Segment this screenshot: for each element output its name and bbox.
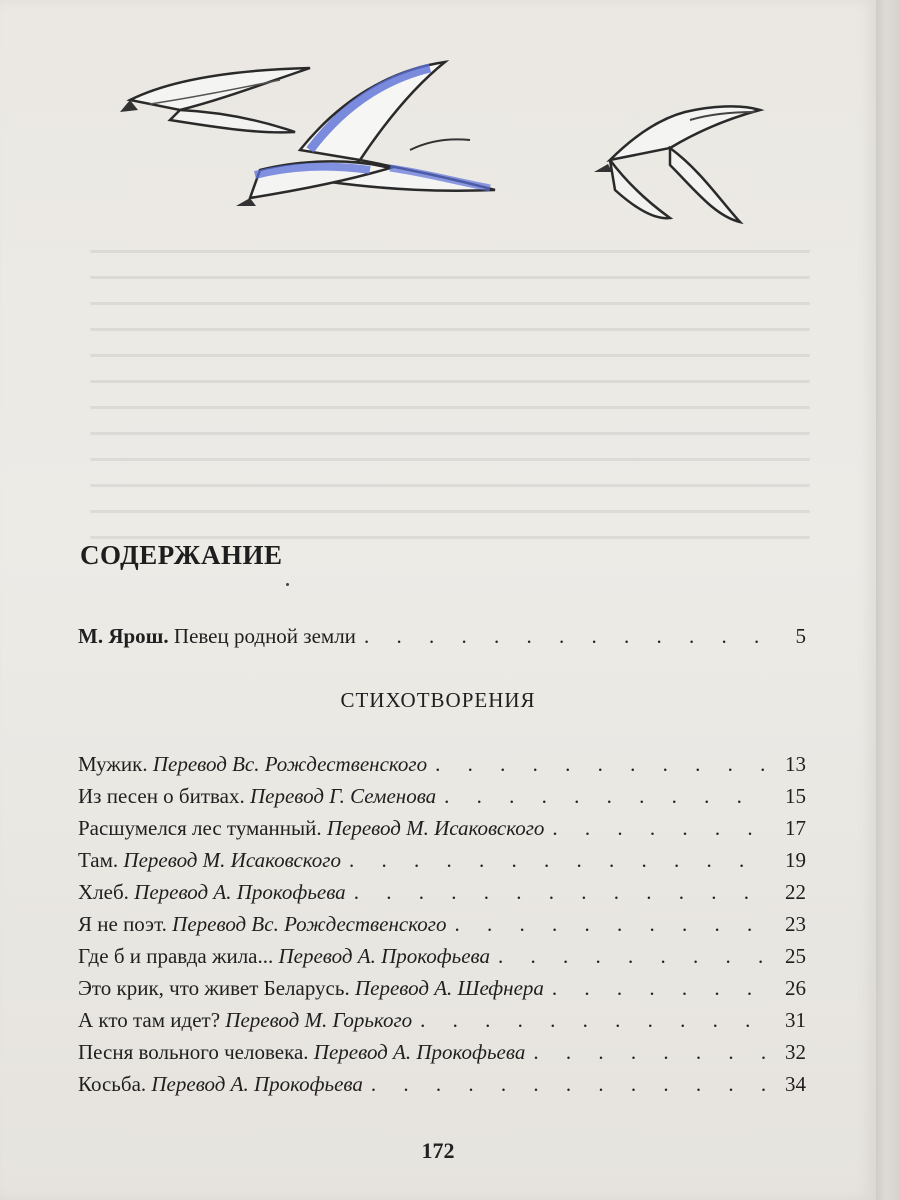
toc-title: Хлеб. [78, 880, 129, 904]
toc-translator: Перевод Вс. Рождественского [172, 912, 447, 936]
toc-leader-dots [354, 880, 770, 905]
show-through-text [90, 250, 810, 580]
toc-page-number: 26 [785, 976, 806, 1000]
toc-translator: Перевод А. Шефнера [354, 976, 544, 1000]
toc-leader-dots [552, 976, 770, 1001]
toc-leader-dots [454, 912, 770, 937]
toc-leader-dots [533, 1040, 770, 1065]
toc-entry [78, 1008, 806, 1034]
toc-page-number: 25 [785, 944, 806, 968]
toc-title: Певец родной земли [173, 624, 356, 648]
toc-entry [78, 784, 806, 810]
toc-title: Это крик, что живет Беларусь. [78, 976, 350, 1000]
toc-entry [78, 944, 806, 970]
toc-title: А кто там идет? [78, 1008, 221, 1032]
toc-title: Там. [78, 848, 119, 872]
toc-leader-dots [371, 1072, 770, 1097]
toc-entry [78, 976, 806, 1002]
toc-translator: Перевод А. Прокофьева [134, 880, 346, 904]
seagull-center-icon [236, 62, 495, 206]
toc-page-number: 23 [785, 912, 806, 936]
toc-title: Из песен о битвах. [78, 784, 245, 808]
toc-page-number: 34 [785, 1072, 806, 1096]
toc-translator: Перевод Вс. Рождественского [152, 752, 428, 776]
toc-title: Где б и правда жила... [78, 944, 274, 968]
toc-translator: Перевод А. Прокофьева [151, 1072, 363, 1096]
toc-page-number: 15 [785, 784, 806, 808]
toc-translator: Перевод М. Исаковского [326, 816, 545, 840]
toc-page-number: 22 [785, 880, 806, 904]
toc-entry [78, 1072, 806, 1098]
toc-page-number: 5 [795, 624, 806, 648]
toc-entry [78, 816, 806, 842]
toc-entry [78, 880, 806, 906]
toc-title: Я не поэт. [78, 912, 167, 936]
toc-entry [78, 1040, 806, 1066]
toc-page-number: 31 [785, 1008, 806, 1032]
toc-entry [78, 752, 806, 778]
toc-entry [78, 912, 806, 938]
toc-page-number: 32 [785, 1040, 806, 1064]
toc-translator: Перевод А. Прокофьева [278, 944, 491, 968]
toc-translator: Перевод А. Прокофьева [313, 1040, 526, 1064]
page-number: 172 [421, 1138, 455, 1163]
toc-author: М. Ярош. [78, 624, 169, 648]
seagulls-icon [110, 40, 790, 230]
seagull-right-icon [594, 106, 760, 222]
toc-page-number: 19 [785, 848, 806, 872]
toc-leader-dots [364, 624, 770, 649]
toc-page-number: 17 [785, 816, 806, 840]
ink-dot [286, 583, 289, 586]
toc-translator: Перевод М. Горького [225, 1008, 413, 1032]
toc-title: Мужик. [78, 752, 148, 776]
toc-leader-dots [444, 784, 770, 809]
page-edge [876, 0, 900, 1200]
toc-intro-entry [78, 624, 806, 650]
toc-title: Песня вольного человека. [78, 1040, 309, 1064]
toc-page-number: 13 [785, 752, 806, 776]
toc-translator: Перевод М. Исаковского [123, 848, 341, 872]
toc-leader-dots [420, 1008, 770, 1033]
toc-title: Косьба. [78, 1072, 147, 1096]
page-title: СОДЕРЖАНИЕ [80, 540, 283, 570]
seagull-left-icon [120, 68, 310, 132]
section-title: СТИХОТВОРЕНИЯ [340, 688, 536, 712]
toc-leader-dots [552, 816, 770, 841]
toc-leader-dots [349, 848, 770, 873]
toc-leader-dots [498, 944, 770, 969]
toc-entry [78, 848, 806, 874]
toc-translator: Перевод Г. Семенова [250, 784, 437, 808]
toc-title: Расшумелся лес туманный. [78, 816, 322, 840]
toc-leader-dots [435, 752, 770, 777]
